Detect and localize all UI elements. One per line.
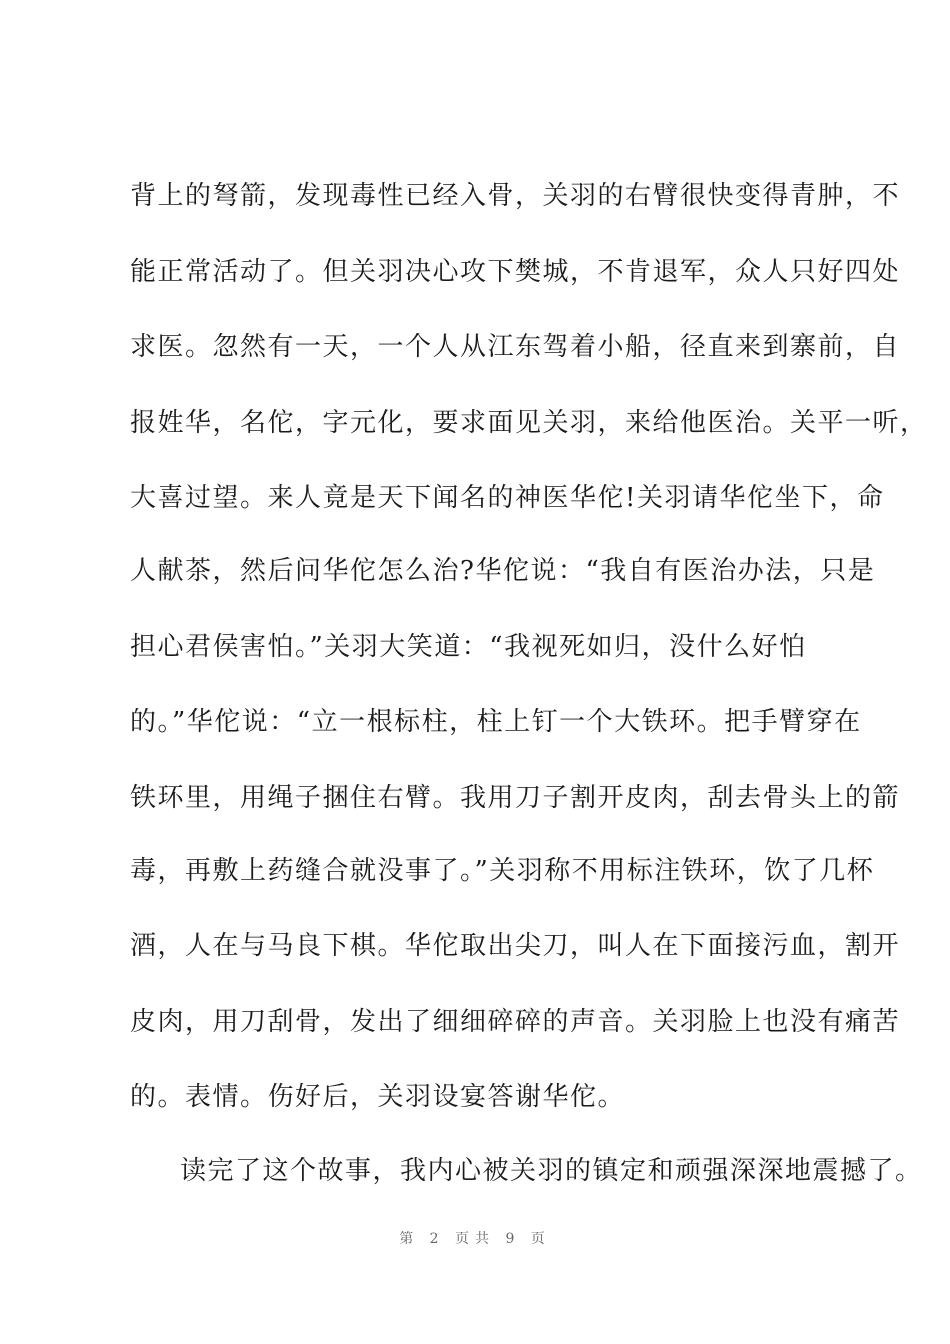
text-line: 的。表情。伤好后，关羽设宴答谢华佗。 <box>130 1082 626 1112</box>
text-line: 背上的弩箭，发现毒性已经入骨，关羽的右臂很快变得青肿，不 <box>130 181 901 211</box>
text-line: 人献茶，然后问华佗怎么治?华佗说：“我自有医治办法，只是 <box>130 556 876 586</box>
text-line: 求医。忽然有一天，一个人从江东驾着小船，径直来到寨前，自 <box>130 332 901 362</box>
text-line: 担心君侯害怕。”关羽大笑道：“我视死如归，没什么好怕 <box>130 632 807 662</box>
text-line: 报姓华，名佗，字元化，要求面见关羽，来给他医治。关平一听， <box>130 408 928 438</box>
text-line: 铁环里，用绳子捆住右臂。我用刀子割开皮肉，刮去骨头上的箭 <box>130 783 901 813</box>
text-line: 的。”华佗说：“立一根标柱，柱上钉一个大铁环。把手臂穿在 <box>130 707 862 737</box>
text-line: 毒，再敷上药缝合就没事了。”关羽称不用标注铁环，饮了几杯 <box>130 856 875 886</box>
text-line-indented: 读完了这个故事，我内心被关羽的镇定和顽强深深地震撼了。 <box>180 1156 923 1186</box>
text-line: 酒，人在与马良下棋。华佗取出尖刀，叫人在下面接污血，割开 <box>130 931 901 961</box>
text-line: 能正常活动了。但关羽决心攻下樊城，不肯退军，众人只好四处 <box>130 257 901 287</box>
text-line: 大喜过望。来人竟是天下闻名的神医华佗!关羽请华佗坐下，命 <box>130 483 885 513</box>
text-line: 皮肉，用刀刮骨，发出了细细碎碎的声音。关羽脸上也没有痛苦 <box>130 1007 901 1037</box>
page-number-footer: 第 2 页共 9 页 <box>399 1231 551 1247</box>
